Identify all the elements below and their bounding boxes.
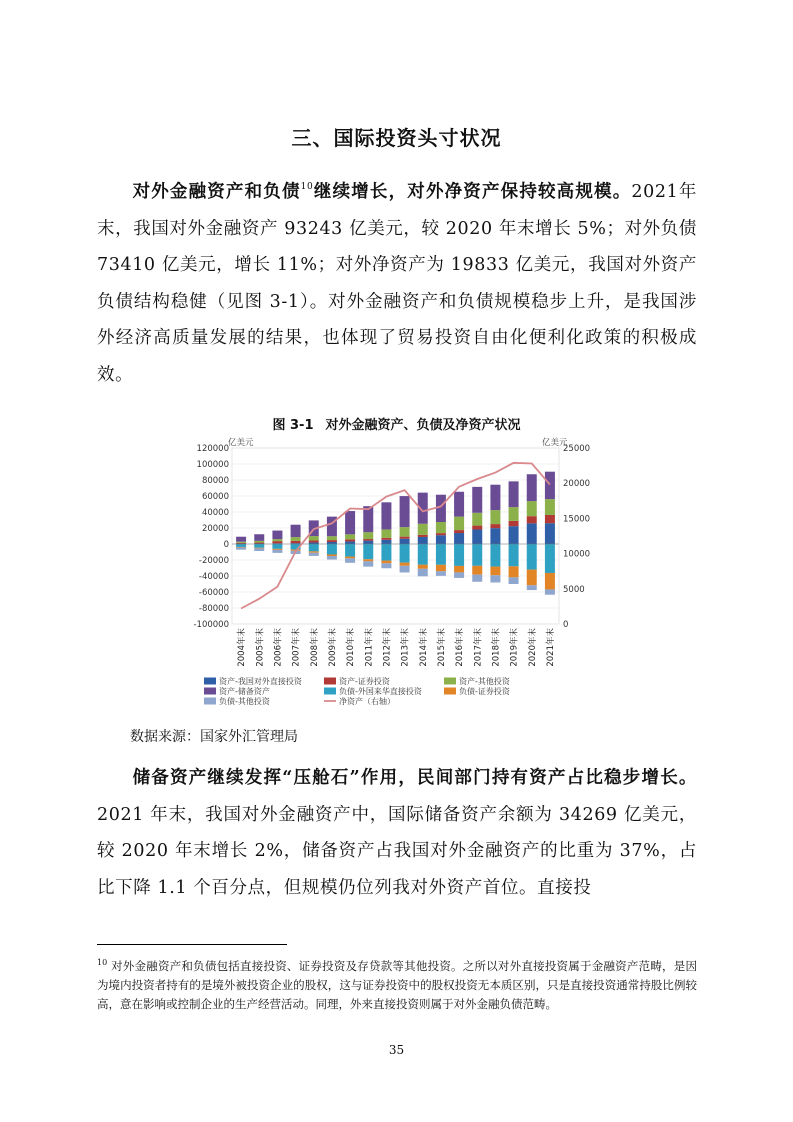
legend-swatch <box>204 698 216 705</box>
footnote-ref[interactable]: 10 <box>300 182 314 192</box>
bar-segment <box>490 510 500 524</box>
right-tick-label: 5000 <box>563 584 585 595</box>
bar-segment <box>236 542 246 543</box>
bar-segment <box>327 556 337 560</box>
bar-segment <box>509 526 519 544</box>
section-heading: 三、国际投资头寸状况 <box>291 126 502 150</box>
bar-segment <box>527 523 537 544</box>
bar-segment <box>381 538 391 540</box>
bar-segment <box>527 501 537 516</box>
legend-label: 资产-其他投资 <box>459 677 510 686</box>
left-tick-label: -80000 <box>198 604 229 614</box>
bar-segment <box>363 544 373 559</box>
right-tick-label: 25000 <box>563 444 590 454</box>
bar-segment <box>327 536 337 540</box>
bar-segment <box>345 541 355 544</box>
bar-segment <box>345 558 355 562</box>
bar-segment <box>509 566 519 577</box>
bar-segment <box>418 524 428 535</box>
left-tick-label: 40000 <box>201 508 229 518</box>
bar-segment <box>363 532 373 539</box>
bar-segment <box>527 570 537 586</box>
bar-segment <box>472 513 482 526</box>
right-tick-label: 20000 <box>563 479 590 490</box>
x-tick-label: 2015年末 <box>436 628 447 667</box>
bar-segment <box>309 544 319 551</box>
bar-segment <box>436 535 446 544</box>
bar-segment <box>327 540 337 542</box>
bar-segment <box>490 485 500 510</box>
bar-segment <box>291 541 301 543</box>
legend-swatch <box>444 688 456 695</box>
legend-swatch <box>444 678 456 685</box>
bar-segment <box>436 571 446 576</box>
bar-segment <box>345 557 355 559</box>
legend-label: 净资产（右轴） <box>339 697 395 706</box>
x-tick-label: 2010年末 <box>346 628 357 667</box>
bar-segment <box>527 516 537 523</box>
para1-bold-tail: 继续增长，对外净资产保持较高规模。 <box>313 182 632 202</box>
bar-segment <box>545 544 555 573</box>
x-tick-label: 2004年末 <box>237 628 248 667</box>
x-tick-label: 2020年末 <box>527 628 538 667</box>
bar-segment <box>545 499 555 515</box>
legend-label: 负债-外国来华直接投资 <box>339 687 422 696</box>
bar-segment <box>509 577 519 584</box>
left-tick-label: 120000 <box>196 444 229 454</box>
left-axis-unit: 亿美元 <box>228 438 254 448</box>
left-tick-label: 80000 <box>201 476 229 486</box>
bar-segment <box>490 528 500 544</box>
bar-segment <box>400 566 410 573</box>
right-tick-label: 0 <box>563 620 569 630</box>
bar-segment <box>436 565 446 571</box>
bar-segment <box>272 550 282 553</box>
bar-segment <box>527 474 537 501</box>
x-tick-label: 2017年末 <box>473 628 484 667</box>
legend-label: 资产-储备资产 <box>219 687 270 696</box>
bar-segment <box>545 573 555 589</box>
bar-segment <box>236 544 246 547</box>
bar-segment <box>400 539 410 544</box>
x-tick-label: 2014年末 <box>418 628 429 667</box>
bar-segment <box>400 563 410 566</box>
bar-segment <box>345 534 355 539</box>
left-tick-label: -20000 <box>198 556 229 566</box>
bar-segment <box>490 567 500 576</box>
left-tick-label: -40000 <box>198 572 229 582</box>
bar-segment <box>254 544 264 548</box>
bar-segment <box>454 533 464 544</box>
bar-segment <box>363 559 373 561</box>
bar-segment <box>454 572 464 578</box>
bar-segment <box>381 544 391 561</box>
bar-segment <box>490 575 500 582</box>
bar-segment <box>254 548 264 549</box>
left-tick-label: -100000 <box>193 620 229 630</box>
bar-segment <box>454 517 464 530</box>
bar-segment <box>436 522 446 533</box>
bar-segment <box>418 537 428 544</box>
bar-segment <box>381 563 391 568</box>
right-tick-label: 10000 <box>563 549 590 560</box>
bar-segment <box>454 492 464 517</box>
para1-text: 2021年末，我国对外金融资产 93243 亿美元，较 2020 年末增长 5%；对外负债 73410 亿美元，增长 11%；对外净资产为 19833 亿美元，我国对外资产负债结构稳健（见图 3-1）。对外金融资产和负债规模稳步上升，是我国涉外经济高质量发展的结果，也体现了贸易投资自由化便利化政策的积极成效。 <box>97 182 697 385</box>
x-tick-label: 2019年末 <box>509 628 520 667</box>
bar-segment <box>527 585 537 590</box>
bar-segment <box>345 544 355 557</box>
footnote-mark: 10 <box>97 958 108 967</box>
bar-segment <box>472 544 482 566</box>
page-number: 35 <box>388 1043 405 1057</box>
footnote-divider <box>97 944 287 945</box>
bar-segment <box>472 566 482 575</box>
footnote-text: 对外金融资产和负债包括直接投资、证券投资及存贷款等其他投资。之所以对外直接投资属于金融资产范畴，是因为境内投资者持有的是境外被投资企业的股权，这与证券投资中的股权投资无本质区别，只是直接投资通常持股比例较高，意在影响或控制企业的生产经营活动。同理，外来直接投资则属于对外金融负债范畴。 <box>97 959 698 1011</box>
bar-segment <box>327 554 337 556</box>
left-tick-label: 60000 <box>201 492 229 502</box>
bar-segment <box>309 551 319 552</box>
bar-segment <box>254 534 264 541</box>
para2-bold: 储备资产继续发挥“压舱石”作用，民间部门持有资产占比稳步增长。 <box>132 768 697 788</box>
bar-segment <box>272 544 282 549</box>
left-tick-label: 20000 <box>201 524 229 534</box>
legend-label: 负债-证券投资 <box>459 687 510 696</box>
left-tick-label: 100000 <box>196 460 229 470</box>
bar-segment <box>272 549 282 550</box>
bar-segment <box>490 524 500 528</box>
x-tick-label: 2016年末 <box>455 628 466 667</box>
figure-caption <box>0 414 793 433</box>
bar-segment <box>381 529 391 537</box>
bar-segment <box>272 539 282 541</box>
bar-segment <box>418 565 428 569</box>
bar-segment <box>400 527 410 537</box>
x-tick-label: 2018年末 <box>491 628 502 667</box>
bar-segment <box>363 539 373 541</box>
bar-segment <box>509 521 519 526</box>
data-source: 数据来源：国家外汇管理局 <box>130 729 298 745</box>
bar-segment <box>400 537 410 539</box>
right-tick-label: 15000 <box>563 514 590 525</box>
bar-segment <box>545 589 555 594</box>
legend-label: 资产-我国对外直接投资 <box>219 677 302 686</box>
bar-segment <box>291 525 301 537</box>
bar-segment <box>363 561 373 566</box>
bar-segment <box>418 569 428 577</box>
para1-bold-lead: 对外金融资产和负债 <box>132 182 301 202</box>
bar-segment <box>309 536 319 540</box>
bar-segment <box>236 543 246 544</box>
bar-segment <box>400 544 410 563</box>
paragraph-1 <box>97 174 697 393</box>
bar-segment <box>381 561 391 564</box>
bar-segment <box>418 544 428 565</box>
bar-segment <box>436 495 446 522</box>
legend-label: 负债-其他投资 <box>219 697 270 706</box>
bar-segment <box>527 544 537 570</box>
bar-segment <box>400 496 410 527</box>
figure-title: 对外金融资产、负债及净资产状况 <box>325 418 521 433</box>
bar-segment <box>472 530 482 544</box>
bar-segment <box>254 543 264 544</box>
bar-segment <box>309 540 319 542</box>
bar-segment <box>254 548 264 551</box>
bar-segment <box>363 541 373 544</box>
bar-segment <box>418 535 428 537</box>
bar-segment <box>509 507 519 521</box>
bar-segment <box>472 575 482 582</box>
legend-swatch <box>204 688 216 695</box>
paragraph-2 <box>97 760 697 906</box>
x-tick-label: 2005年末 <box>255 628 266 667</box>
bar-segment <box>509 544 519 566</box>
bar-segment <box>327 544 337 554</box>
bar-segment <box>436 533 446 535</box>
bar-segment <box>545 515 555 523</box>
x-tick-label: 2007年末 <box>291 628 302 667</box>
bar-segment <box>345 511 355 534</box>
para2-text: 2021 年末，我国对外金融资产中，国际储备资产余额为 34269 亿美元，较 2020 年末增长 2%，储备资产占我国对外金融资产的比重为 37%，占比下降 1.1 个百分点，但规模仍位列我对外资产首位。直接投 <box>97 804 697 898</box>
x-tick-label: 2013年末 <box>400 628 411 667</box>
bar-segment <box>509 481 519 507</box>
x-tick-label: 2012年末 <box>382 628 393 667</box>
bar-segment <box>272 541 282 543</box>
bar-segment <box>309 553 319 556</box>
bar-segment <box>381 502 391 529</box>
left-tick-label: -60000 <box>198 588 229 598</box>
legend-label: 资产-证券投资 <box>339 677 390 686</box>
bar-segment <box>454 566 464 572</box>
bar-segment <box>345 539 355 541</box>
x-tick-label: 2011年末 <box>364 628 375 667</box>
bar-segment <box>381 540 391 544</box>
bar-segment <box>291 537 301 541</box>
bar-segment <box>454 530 464 533</box>
left-tick-label: 0 <box>223 540 229 550</box>
x-tick-label: 2006年末 <box>273 628 284 667</box>
bar-segment <box>472 487 482 513</box>
x-tick-label: 2008年末 <box>309 628 320 667</box>
bar-segment <box>236 547 246 549</box>
right-axis-unit: 亿美元 <box>542 438 568 448</box>
legend-swatch <box>204 678 216 685</box>
footnote <box>97 957 697 1014</box>
legend-swatch <box>324 688 336 695</box>
bar-segment <box>236 537 246 542</box>
bar-segment <box>472 526 482 530</box>
legend-swatch <box>324 678 336 685</box>
bar-segment <box>254 541 264 543</box>
figure-number: 图 3-1 <box>272 418 314 433</box>
bar-segment <box>545 523 555 544</box>
bar-segment <box>490 544 500 567</box>
x-tick-label: 2009年末 <box>327 628 338 667</box>
position-chart <box>190 434 590 718</box>
bar-segment <box>454 544 464 566</box>
bar-segment <box>545 472 555 499</box>
bar-segment <box>272 531 282 540</box>
x-tick-label: 2021年末 <box>545 628 556 667</box>
bar-segment <box>436 544 446 565</box>
